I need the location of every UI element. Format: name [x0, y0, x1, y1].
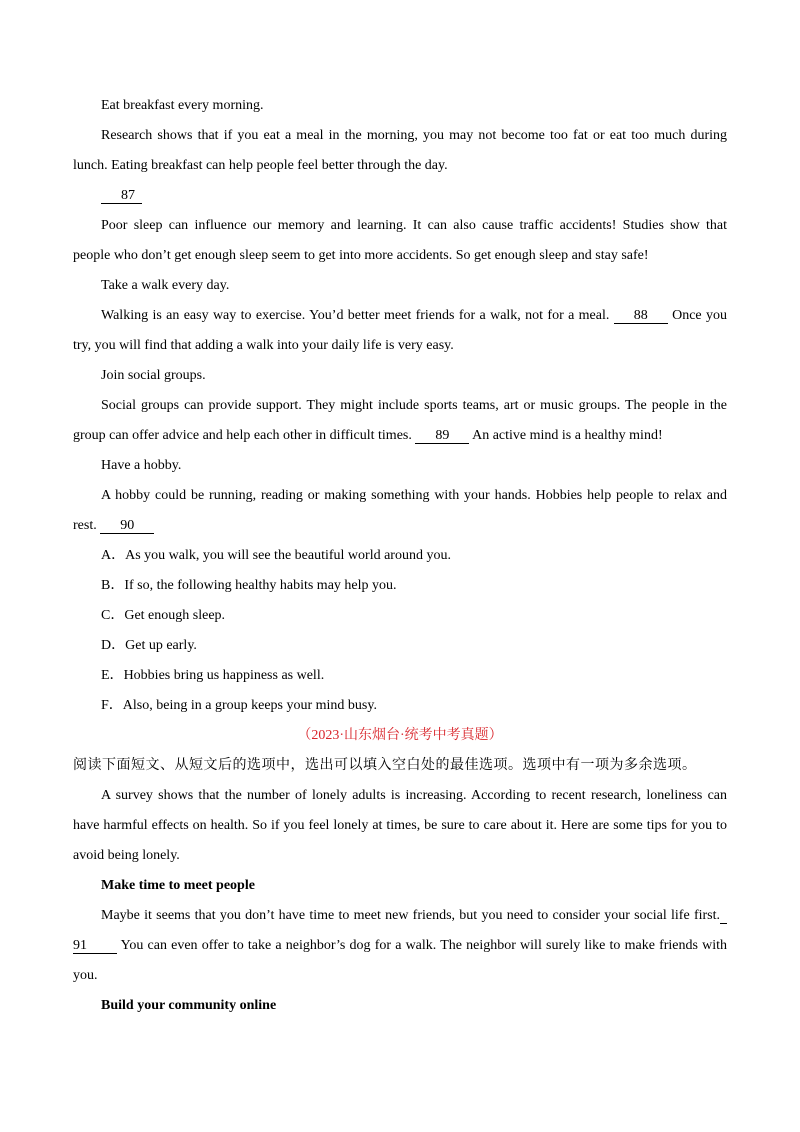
option-label: D． [101, 638, 126, 653]
paragraph-line: have harmful effects on health. So if you feel lonely at times, be sure to care about it. Here are some tips for you to [73, 818, 727, 833]
section-heading-meet-people: Make time to meet people [101, 878, 255, 893]
text-after-blank: An active mind is a healthy mind! [472, 428, 663, 443]
instructions: 阅读下面短文、从短文后的选项中，选出可以填入空白处的最佳选项。选项中有一项为多余选项。 [73, 758, 697, 773]
paragraph-line: people who don’t get enough sleep seem to get into more accidents. So get enough sleep and stay safe! [73, 248, 649, 263]
option-label: F． [101, 698, 123, 713]
option-label: B． [101, 578, 125, 593]
paragraph-line: avoid being lonely. [73, 848, 180, 863]
paragraph-line: Social groups can provide support. They might include sports teams, art or music groups. The people in the [101, 398, 727, 413]
option-text: Also, being in a group keeps your mind busy. [122, 698, 377, 713]
tip-heading-groups: Join social groups. [101, 368, 206, 383]
option-c [73, 601, 727, 631]
paragraph-line: A hobby could be running, reading or making something with your hands. Hobbies help people to relax and [101, 488, 727, 503]
option-d [73, 631, 727, 661]
answer-blank-89: 89 [415, 428, 469, 444]
option-b [73, 571, 727, 601]
tip-heading-walk: Take a walk every day. [101, 278, 230, 293]
document-body [73, 91, 727, 1021]
option-text: If so, the following healthy habits may help you. [124, 578, 397, 593]
option-a [73, 541, 727, 571]
blank-line-87 [73, 181, 727, 211]
section-heading-community-online: Build your community online [101, 998, 277, 1013]
option-text: Get up early. [125, 638, 197, 653]
option-f [73, 691, 727, 721]
answer-blank-90: 90 [100, 518, 154, 534]
answer-blank-91-start [720, 908, 727, 924]
paragraph-line-with-blank [73, 901, 727, 931]
option-label: E． [101, 668, 124, 683]
paragraph-line-with-blank [73, 301, 727, 331]
paragraph-line: try, you will find that adding a walk into your daily life is very easy. [73, 338, 454, 353]
paragraph-line-with-blank [73, 421, 727, 451]
text-after-blank: You can even offer to take a neighbor’s dog for a walk. The neighbor will surely like to make friends with [120, 938, 728, 953]
tip-heading-hobby: Have a hobby. [101, 458, 182, 473]
paragraph-line: A survey shows that the number of lonely adults is increasing. According to recent research, loneliness can [101, 788, 727, 803]
text-after-blank: Once you [672, 308, 727, 323]
option-label: C． [101, 608, 125, 623]
option-e [73, 661, 727, 691]
paragraph-line: lunch. Eating breakfast can help people feel better through the day. [73, 158, 448, 173]
question-source: （2023·山东烟台·统考中考真题） [297, 728, 503, 743]
option-text: As you walk, you will see the beautiful world around you. [125, 548, 451, 563]
text-before-blank: group can offer advice and help each other in difficult times. [73, 428, 412, 443]
paragraph-line: Poor sleep can influence our memory and learning. It can also cause traffic accidents! Studies show that [101, 218, 727, 233]
tip-heading-breakfast: Eat breakfast every morning. [101, 98, 264, 113]
answer-blank-88: 88 [614, 308, 668, 324]
text-before-blank: Maybe it seems that you don’t have time to meet new friends, but you need to consider your social life first. [101, 908, 720, 923]
option-label: A． [101, 548, 126, 563]
answer-blank-91: 91 [73, 938, 117, 954]
text-before-blank: Walking is an easy way to exercise. You’d better meet friends for a walk, not for a meal. [101, 308, 610, 323]
text-before-blank: rest. [73, 518, 97, 533]
paragraph-line-with-blank [73, 511, 727, 541]
paragraph-line-with-blank [73, 931, 727, 961]
option-text: Get enough sleep. [124, 608, 226, 623]
paragraph-line: you. [73, 968, 98, 983]
answer-blank-87: 87 [101, 188, 142, 204]
paragraph-line: Research shows that if you eat a meal in the morning, you may not become too fat or eat too much during [101, 128, 727, 143]
option-text: Hobbies bring us happiness as well. [123, 668, 325, 683]
